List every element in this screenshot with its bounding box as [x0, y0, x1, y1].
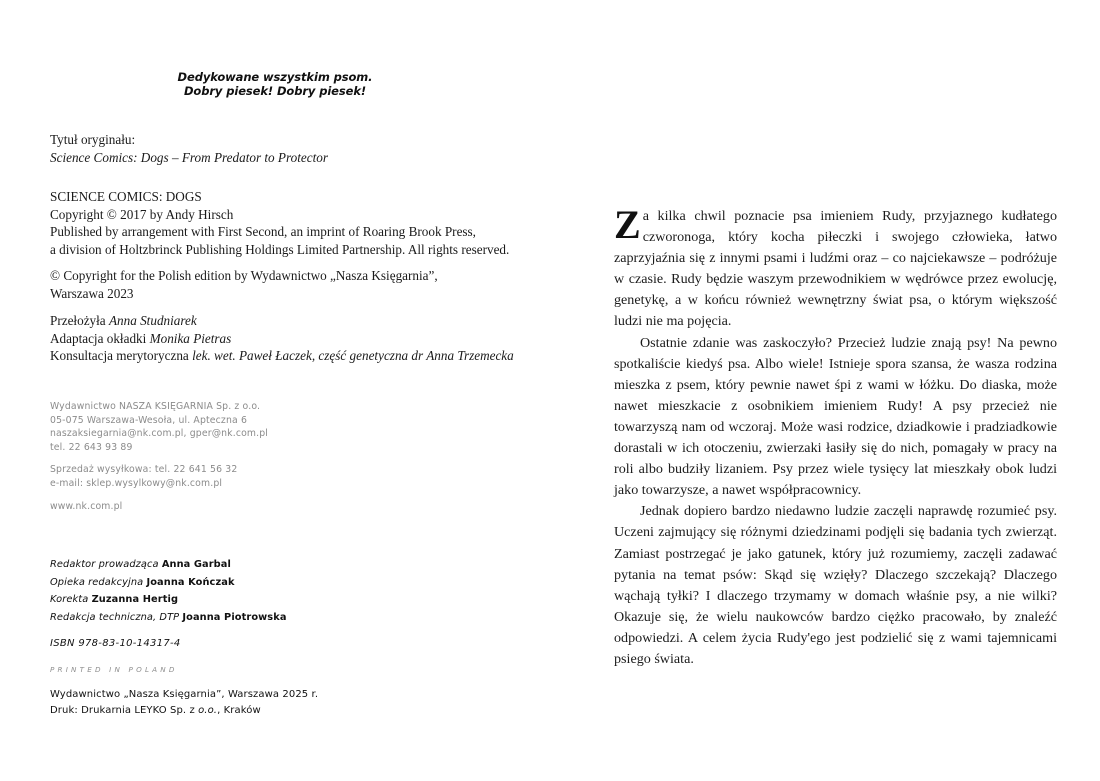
- imprint-bottom-block: [50, 687, 318, 718]
- right-page: [550, 0, 1100, 781]
- printer-prefix: Druk: Drukarnia LEYKO Sp. z: [50, 704, 199, 716]
- cover-line: [50, 330, 514, 348]
- imprint-printer-line: [50, 703, 318, 719]
- intro-paragraph-1: [614, 202, 1057, 333]
- dtp-name: Joanna Piotrowska: [182, 611, 287, 623]
- address-gap-1: [50, 454, 268, 463]
- mail-order-email-line[interactable]: e-mail: sklep.wysylkowy@nk.com.pl: [50, 477, 223, 489]
- consultation-line: [50, 347, 514, 365]
- proofreading-name: Zuzanna Hertig: [91, 594, 179, 605]
- editorial-care-line: [50, 574, 287, 592]
- translator-line: [50, 312, 514, 330]
- credits-block: [50, 312, 514, 365]
- original-title-block: [50, 131, 328, 166]
- printer-suffix: , Kraków: [217, 704, 261, 716]
- translator-name: Anna Studniarek: [108, 313, 197, 328]
- proofreading-label: Korekta: [50, 594, 92, 605]
- intro-paragraph-2: Ostatnie zdanie was zaskoczyło? Przecież ludzie znają psy! Na pewno spotkaliście kiedyś psa. Albo wiele! Istnieje spora szansa, że wasza rodzina mieszka z psem, który pewnie nawet śpi z wami w łóżku. Do diaska, może nawet mieszkacie z osobnikiem imieniem Rudy! A psy przecież nie towarzyszą nam od wczoraj. Może wasi rodzice, dziadkowie i pradziadkowie dorastali w ich otoczeniu, zwierzaki łasiły się do nich, pomagały w pracy na roli albo budziły lizaniem. Psy przez wiele tysięcy lat mieszkały obok ludzi jako towarzysze, a nawet współpracownicy.: [614, 334, 1057, 499]
- cover-name: Monika Pietras: [149, 330, 232, 346]
- imprint-publisher-line: Wydawnictwo „Nasza Księgarnia”, Warszawa 2025 r.: [50, 689, 319, 700]
- dedication-line-1: Dedykowane wszystkim psom.: [177, 70, 373, 84]
- dtp-line: [50, 609, 287, 627]
- dedication-line-2: Dobry piesek! Dobry piesek!: [183, 84, 367, 98]
- copyright-line-3: Published by arrangement with First Second, an imprint of Roaring Brook Press,: [50, 224, 476, 239]
- isbn: ISBN 978-83-10-14317-4: [50, 638, 181, 649]
- mail-order-phone-line: Sprzedaż wysyłkowa: tel. 22 641 56 32: [50, 464, 238, 476]
- lead-editor-label: Redaktor prowadząca: [50, 559, 162, 570]
- introduction-body-text: [614, 202, 1057, 670]
- intro-paragraph-1-text: a kilka chwil poznacie psa imieniem Rudy, przyjaznego kudłatego czworonoga, który kocha piłeczki i swojego człowieka, łatwo zaprzyjaźnia się z innymi psami i ludźmi oraz – co najciekawsze – podróżuje w czasie. Rudy będzie waszym przewodnikiem w wędrówce przez ewolucję, genetykę, a w końcu również wewnętrzny świat psa, o którym większość ludzi nie ma pojęcia.: [614, 208, 1057, 330]
- copyright-line-6: Warszawa 2023: [50, 285, 134, 301]
- copyright-line-5: © Copyright for the Polish edition by Wydawnictwo „Nasza Księgarnia”,: [50, 268, 438, 283]
- lead-editor-line: [50, 556, 287, 574]
- intro-paragraph-3: Jednak dopiero bardzo niedawno ludzie zaczęli naprawdę rozumieć psy. Uczeni zajmujący się różnymi dziedzinami podjęli się badania tych zwierząt. Zamiast postrzegać je jako gatunek, który już rozumiemy, zaczęli zadawać pytania na temat psów: Skąd się wzięły? Dlaczego szczekają? Dlaczego wąchają tyłki? I dlaczego trzymamy w domach właśnie psy, a nie wilki? Okazuje się, że wielu naukowców bardzo ciężko pracowało, by znaleźć odpowiedzi. A celem życia Rudy'ego jest podzielić się z wami tajemnicami psiego świata.: [614, 503, 1057, 667]
- translator-label: Przełożyła: [50, 313, 109, 328]
- original-title-value: Science Comics: Dogs – From Predator to Protector: [50, 149, 328, 165]
- cover-label: Adaptacja okładki: [50, 330, 150, 346]
- address-line-2: 05-075 Warszawa-Wesoła, ul. Apteczna 6: [50, 414, 248, 426]
- copyright-line-4: a division of Holtzbrinck Publishing Holdings Limited Partnership. All rights reserved.: [50, 241, 510, 257]
- printed-in-poland: PRINTED IN POLAND: [50, 665, 178, 674]
- address-line-1: Wydawnictwo NASZA KSIĘGARNIA Sp. z o.o.: [50, 401, 261, 412]
- dedication: [0, 70, 550, 98]
- consultation-name: lek. wet. Paweł Łaczek, część genetyczna dr Anna Trzemecka: [192, 348, 514, 363]
- publisher-address-block: [50, 400, 268, 513]
- address-phone-line: tel. 22 643 93 89: [50, 441, 133, 453]
- editorial-care-name: Joanna Kończak: [146, 576, 235, 588]
- printer-legal-form: o.o.: [198, 704, 218, 716]
- dtp-label: Redakcja techniczna, DTP: [50, 611, 183, 623]
- lead-editor-name: Anna Garbal: [161, 559, 231, 570]
- editorial-care-label: Opieka redakcyjna: [50, 576, 147, 588]
- copyright-spacer: [50, 258, 509, 267]
- copyright-block: [50, 188, 509, 302]
- address-email-line[interactable]: naszaksiegarnia@nk.com.pl, gper@nk.com.pl: [50, 428, 269, 440]
- drop-cap-letter: Z: [614, 202, 641, 247]
- copyright-line-1: SCIENCE COMICS: DOGS: [50, 189, 202, 204]
- consultation-label: Konsultacja merytoryczna: [50, 348, 193, 363]
- proofreading-line: [50, 591, 287, 609]
- website-line[interactable]: www.nk.com.pl: [50, 500, 123, 512]
- editorial-team-block: [50, 556, 287, 626]
- original-title-label: Tytuł oryginału:: [50, 132, 136, 147]
- copyright-line-2: Copyright © 2017 by Andy Hirsch: [50, 206, 234, 222]
